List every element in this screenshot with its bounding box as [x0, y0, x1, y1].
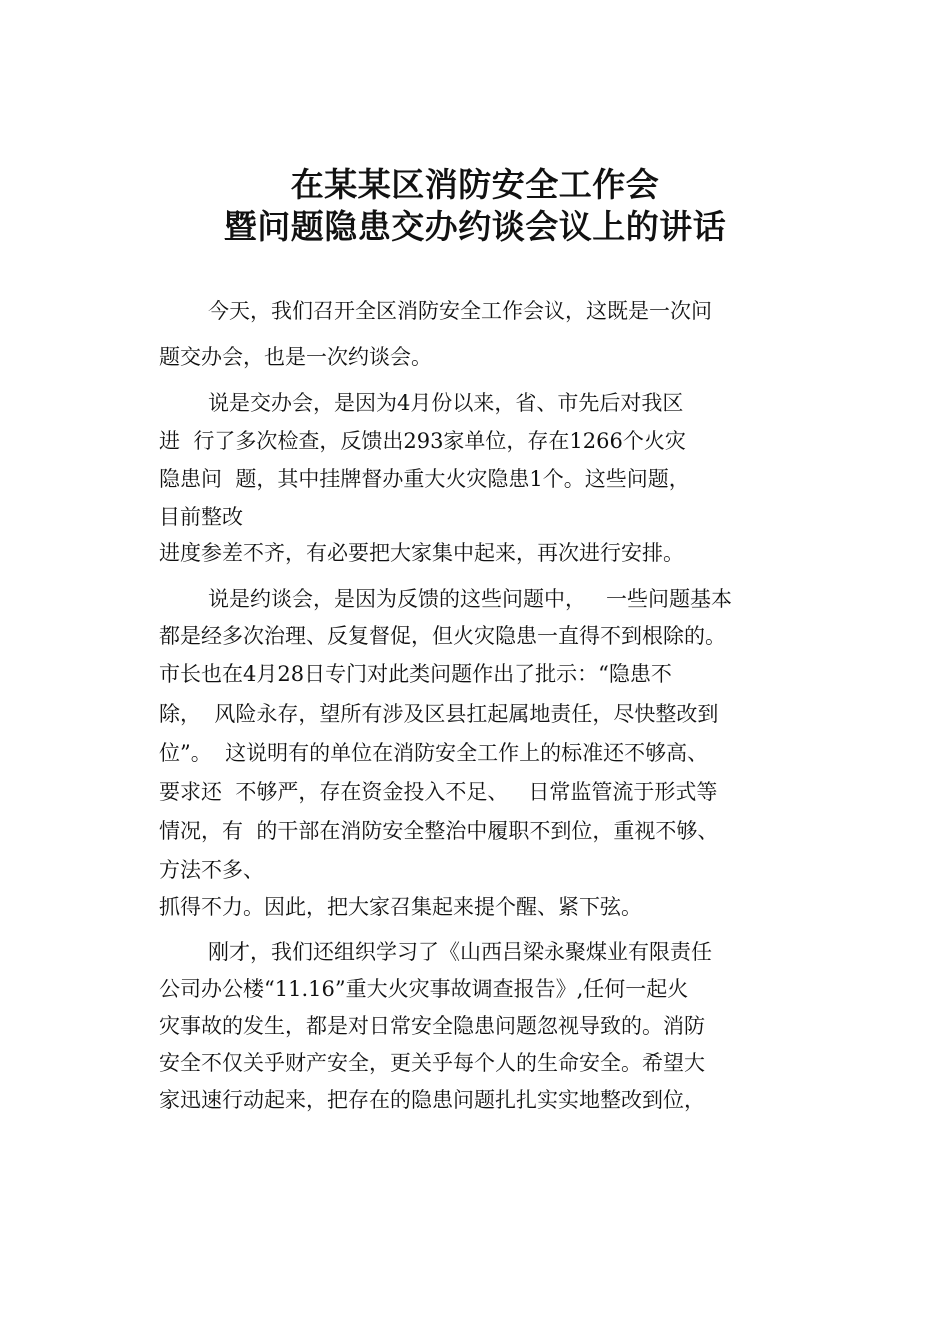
paragraph-line: 隐患问 题，其中挂牌督办重大火灾隐患1个。这些问题， [159, 467, 690, 491]
paragraph-line: 都是经多次治理、反复督促，但火灾隐患一直得不到根除的。 [159, 624, 726, 648]
paragraph-line: 题交办会，也是一次约谈会。 [159, 345, 432, 369]
paragraph-line: 安全不仅关乎财产安全，更关乎每个人的生命安全。希望大 [159, 1051, 705, 1075]
paragraph-line: 目前整改 [159, 505, 243, 529]
paragraph-line: 今天，我们召开全区消防安全工作会议，这既是一次问 [208, 299, 712, 323]
paragraph-line: 情况，有 的干部在消防安全整治中履职不到位，重视不够、 [159, 819, 719, 843]
paragraph-line: 说是约谈会，是因为反馈的这些问题中， 一些问题基本 [208, 587, 733, 611]
paragraph-line: 除， 风险永存，望所有涉及区县扛起属地责任，尽快整改到 [159, 702, 719, 726]
paragraph-line: 抓得不力。因此，把大家召集起来提个醒、紧下弦。 [159, 895, 642, 919]
title-line-2: 暨问题隐患交办约谈会议上的讲话 [223, 207, 727, 246]
paragraph-line: 进度参差不齐，有必要把大家集中起来，再次进行安排。 [159, 541, 684, 565]
paragraph-line: 方法不多、 [159, 858, 264, 882]
paragraph-line: 家迅速行动起来，把存在的隐患问题扎扎实实地整改到位， [159, 1088, 705, 1112]
paragraph-line: 进 行了多次检查，反馈出293家单位，存在1266个火灾 [159, 429, 686, 453]
paragraph-line: 位”。 这说明有的单位在消防安全工作上的标准还不够高、 [159, 741, 709, 765]
paragraph-line: 刚才，我们还组织学习了《山西吕梁永聚煤业有限责任 [208, 940, 712, 964]
paragraph-line: 公司办公楼“11.16”重大火灾事故调查报告》,任何一起火 [159, 977, 689, 1001]
paragraph-line: 灾事故的发生，都是对日常安全隐患问题忽视导致的。消防 [159, 1014, 705, 1038]
paragraph-line: 要求还 不够严，存在资金投入不足、 日常监管流于形式等 [159, 780, 718, 804]
paragraph-line: 说是交办会，是因为4月份以来，省、市先后对我区 [208, 391, 684, 415]
paragraph-line: 市长也在4月28日专门对此类问题作出了批示：“隐患不 [159, 662, 672, 686]
title-line-1: 在某某区消防安全工作会 [290, 165, 660, 204]
